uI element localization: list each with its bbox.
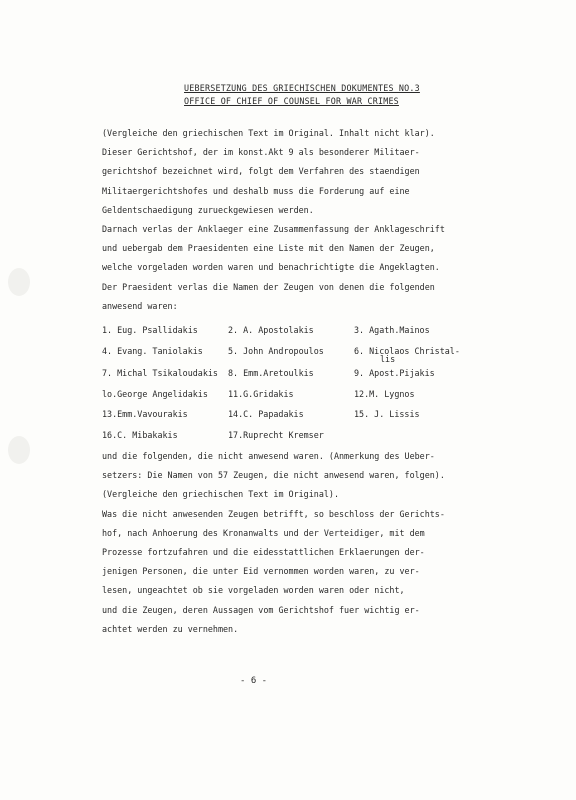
- witness-name: 9. Apost.Pijakis: [354, 368, 435, 379]
- text-line: jenigen Personen, die unter Eid vernommen worden waren, zu ver-: [102, 566, 420, 577]
- header-line: UEBERSETZUNG DES GRIECHISCHEN DOKUMENTES NO.3: [184, 83, 420, 93]
- witness-name: [354, 425, 484, 446]
- witness-name: 7. Michal Tsikaloudakis: [102, 368, 218, 379]
- text-line: gerichtshof bezeichnet wird, folgt dem Verfahren des staendigen: [102, 166, 420, 177]
- witness-list: [102, 320, 502, 445]
- text-line: (Vergleiche den griechischen Text im Original).: [102, 489, 339, 500]
- document-header: [184, 82, 424, 108]
- witness-name: 16.C. Mibakakis: [102, 429, 178, 440]
- header-line: OFFICE OF CHIEF OF COUNSEL FOR WAR CRIMES: [184, 96, 399, 106]
- text-line: hof, nach Anhoerung des Kronanwalts und der Verteidiger, mit dem: [102, 527, 425, 538]
- witness-name: 13.Emm.Vavourakis: [102, 409, 188, 420]
- witness-name: 5. John Andropoulos: [228, 345, 324, 356]
- witness-name: 12.M. Lygnos: [354, 388, 415, 399]
- text-line: Darnach verlas der Anklaeger eine Zusammenfassung der Anklageschrift: [102, 224, 445, 235]
- text-line: lesen, ungeachtet ob sie vorgeladen worden waren oder nicht,: [102, 585, 405, 596]
- text-line: und die Zeugen, deren Aussagen vom Gerichtshof fuer wichtig er-: [102, 604, 420, 615]
- punch-hole: [8, 436, 30, 464]
- witness-name: 1. Eug. Psallidakis: [102, 325, 198, 336]
- witness-name: lo.George Angelidakis: [102, 388, 208, 399]
- witness-name: 3. Agath.Mainos: [354, 325, 430, 336]
- text-line: und die folgenden, die nicht anwesend waren. (Anmerkung des Ueber-: [102, 451, 435, 462]
- witness-name: 8. Emm.Aretoulkis: [228, 368, 314, 379]
- witness-name: 11.G.Gridakis: [228, 388, 294, 399]
- text-line: Militaergerichtshofes und deshalb muss die Forderung auf eine: [102, 185, 410, 196]
- text-line: welche vorgeladen worden waren und benachrichtigte die Angeklagten.: [102, 262, 440, 273]
- text-line: Der Praesident verlas die Namen der Zeugen von denen die folgenden: [102, 281, 435, 292]
- text-line: Was die nicht anwesenden Zeugen betrifft, so beschloss der Gerichts-: [102, 508, 445, 519]
- text-line: Dieser Gerichtshof, der im konst.Akt 9 als besonderer Militaer-: [102, 147, 420, 158]
- witness-name: lis: [380, 354, 396, 365]
- witness-name: 6. Nicolaos Christal-: [354, 345, 460, 356]
- punch-hole: [8, 268, 30, 296]
- text-line: (Vergleiche den griechischen Text im Original. Inhalt nicht klar).: [102, 128, 435, 138]
- witness-name: 15. J. Lissis: [354, 409, 420, 420]
- witness-name: 4. Evang. Taniolakis: [102, 345, 203, 356]
- page-number: - 6 -: [240, 676, 268, 686]
- text-line: und uebergab dem Praesidenten eine Liste mit den Namen der Zeugen,: [102, 243, 435, 254]
- witness-name: 14.C. Papadakis: [228, 409, 304, 420]
- text-line: achtet werden zu vernehmen.: [102, 623, 239, 634]
- witness-name: 17.Ruprecht Kremser: [228, 429, 324, 440]
- text-line: Prozesse fortzufahren und die eidesstattlichen Erklaerungen der-: [102, 547, 425, 558]
- text-line: Geldentschaedigung zurueckgewiesen werden.: [102, 204, 314, 215]
- text-line: setzers: Die Namen von 57 Zeugen, die nicht anwesend waren, folgen).: [102, 470, 445, 481]
- document-body: [102, 124, 502, 639]
- witness-name: 2. A. Apostolakis: [228, 325, 314, 336]
- text-line: anwesend waren:: [102, 300, 178, 311]
